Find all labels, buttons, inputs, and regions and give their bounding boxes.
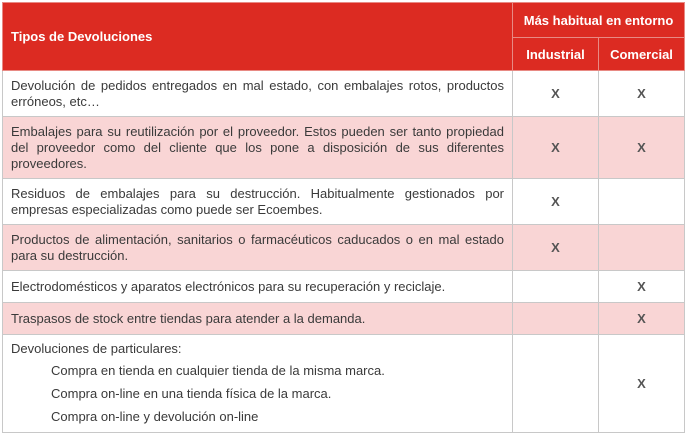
comercial-mark	[599, 225, 685, 271]
industrial-mark: X	[513, 179, 599, 225]
private-returns-item: Compra on-line y devolución on-line	[51, 409, 259, 424]
row-description: Devolución de pedidos entregados en mal estado, con embalajes rotos, productos erróneos, etc…	[3, 71, 513, 117]
private-returns-item: Compra on-line en una tienda física de la marca.	[51, 386, 332, 401]
row-description: Electrodomésticos y aparatos electrónicos para su recuperación y reciclaje.	[3, 271, 513, 303]
table-row	[3, 335, 685, 433]
comercial-mark: X	[599, 303, 685, 335]
table-row	[3, 225, 685, 271]
industrial-mark: X	[513, 117, 599, 179]
header-industrial: Industrial	[513, 38, 599, 71]
table-row	[3, 271, 685, 303]
industrial-mark	[513, 271, 599, 303]
row-description-private-returns	[3, 335, 513, 433]
comercial-mark: X	[599, 117, 685, 179]
header-comercial: Comercial	[599, 38, 685, 71]
industrial-mark	[513, 303, 599, 335]
table-row	[3, 71, 685, 117]
row-description: Productos de alimentación, sanitarios o farmacéuticos caducados o en mal estado para su destrucción.	[3, 225, 513, 271]
comercial-mark	[599, 179, 685, 225]
industrial-mark: X	[513, 225, 599, 271]
table-row	[3, 179, 685, 225]
private-returns-item: Compra en tienda en cualquier tienda de la misma marca.	[51, 363, 385, 378]
industrial-mark: X	[513, 71, 599, 117]
row-description: Traspasos de stock entre tiendas para atender a la demanda.	[3, 303, 513, 335]
row-description: Embalajes para su reutilización por el proveedor. Estos pueden ser tanto propiedad del proveedor como del cliente que los pone a disposición de sus diferentes proveedores.	[3, 117, 513, 179]
header-most-common-environment: Más habitual en entorno	[513, 3, 685, 38]
table-row	[3, 303, 685, 335]
header-return-types: Tipos de Devoluciones	[3, 3, 513, 71]
industrial-mark	[513, 335, 599, 433]
row-description: Residuos de embalajes para su destrucción. Habitualmente gestionados por empresas especializadas como puede ser Ecoembes.	[3, 179, 513, 225]
comercial-mark: X	[599, 71, 685, 117]
private-returns-title: Devoluciones de particulares:	[11, 341, 182, 356]
comercial-mark: X	[599, 271, 685, 303]
table-row	[3, 117, 685, 179]
returns-types-table	[2, 2, 685, 433]
comercial-mark: X	[599, 335, 685, 433]
